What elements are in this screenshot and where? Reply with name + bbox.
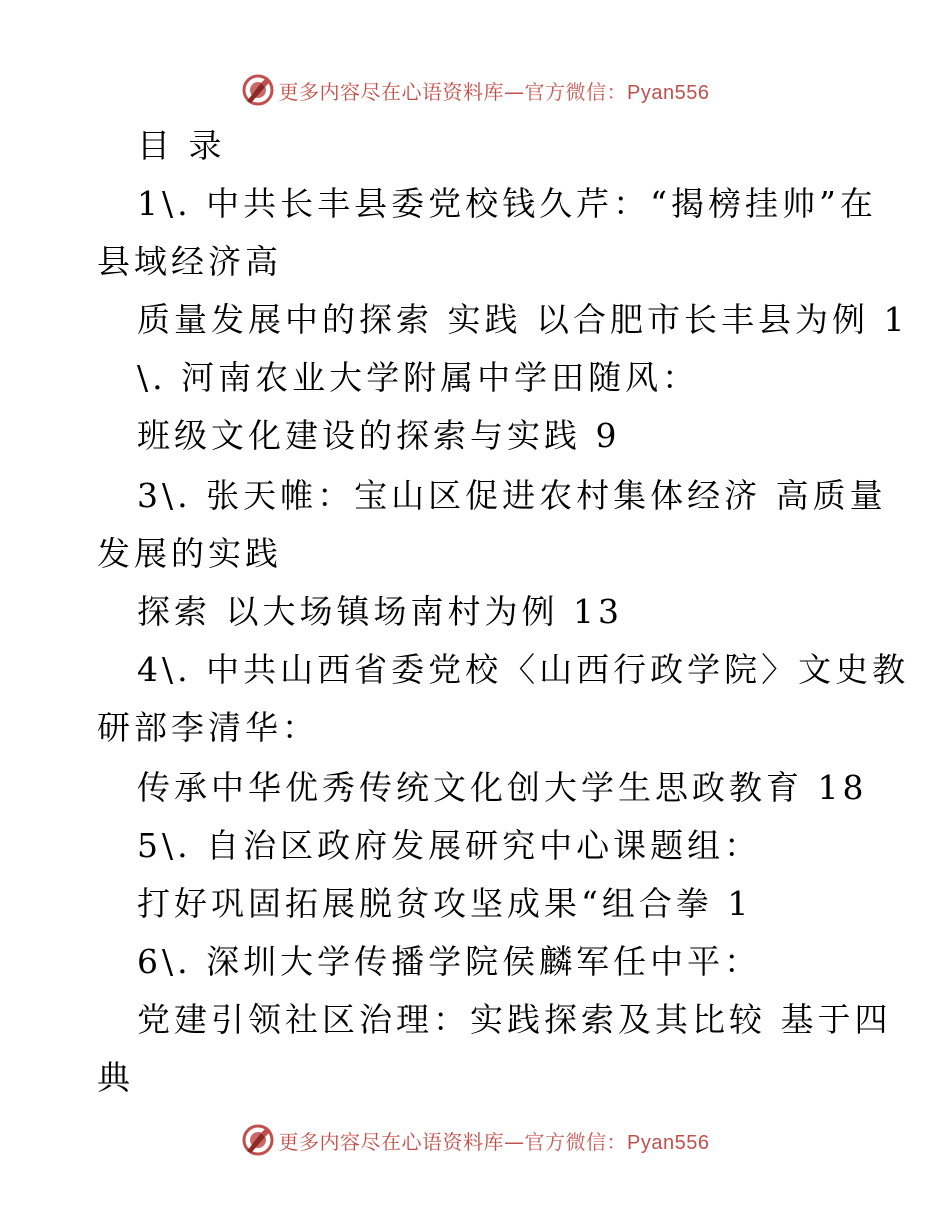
logo-icon — [241, 1123, 275, 1157]
toc-line: 发展的实践 — [97, 534, 282, 573]
toc-line: 6\. 深圳大学传播学院侯麟军任中平： — [137, 942, 762, 981]
toc-line: 传承中华优秀传统文化创大学生思政教育 18 — [137, 768, 868, 807]
toc-line: 1\. 中共长丰县委党校钱久芹：“揭榜挂帅”在 — [137, 184, 877, 223]
header-banner — [0, 70, 950, 110]
header-wechat-id: Pyan556 — [627, 81, 710, 104]
footer-text — [279, 1126, 710, 1155]
footer-wechat-id: Pyan556 — [627, 1131, 710, 1154]
toc-line: 4\. 中共山西省委党校〈山西行政学院〉文史教 — [137, 650, 910, 689]
header-wechat-label: 官方微信： — [524, 79, 628, 104]
toc-title: 目 录 — [137, 126, 226, 165]
toc-line: 县域经济高 — [97, 242, 282, 281]
header-separator: — — [504, 79, 525, 104]
logo-icon — [241, 73, 275, 107]
footer-wechat-label: 官方微信： — [524, 1129, 628, 1154]
toc-line: 5\. 自治区政府发展研究中心课题组： — [137, 826, 762, 865]
footer-separator: — — [504, 1129, 525, 1154]
toc-line: 研部李清华： — [97, 708, 319, 747]
toc-line: 3\. 张天帷：宝山区促进农村集体经济 高质量 — [137, 476, 887, 515]
header-text — [279, 76, 710, 105]
toc-line: 典 — [97, 1058, 134, 1097]
toc-line: 打好巩固拓展脱贫攻坚成果“组合拳 1 — [137, 884, 753, 923]
footer-banner — [0, 1120, 950, 1160]
header-brand: 更多内容尽在心语资料库 — [278, 79, 505, 104]
toc-line: 班级文化建设的探索与实践 9 — [137, 416, 621, 455]
footer-brand: 更多内容尽在心语资料库 — [278, 1129, 505, 1154]
toc-line: 党建引领社区治理：实践探索及其比较 基于四 — [137, 1000, 892, 1039]
toc-line: 探索 以大场镇场南村为例 13 — [137, 592, 623, 631]
toc-line: \. 河南农业大学附属中学田随风： — [137, 358, 700, 397]
toc-line: 质量发展中的探索 实践 以合肥市长丰县为例 1 — [137, 300, 909, 339]
